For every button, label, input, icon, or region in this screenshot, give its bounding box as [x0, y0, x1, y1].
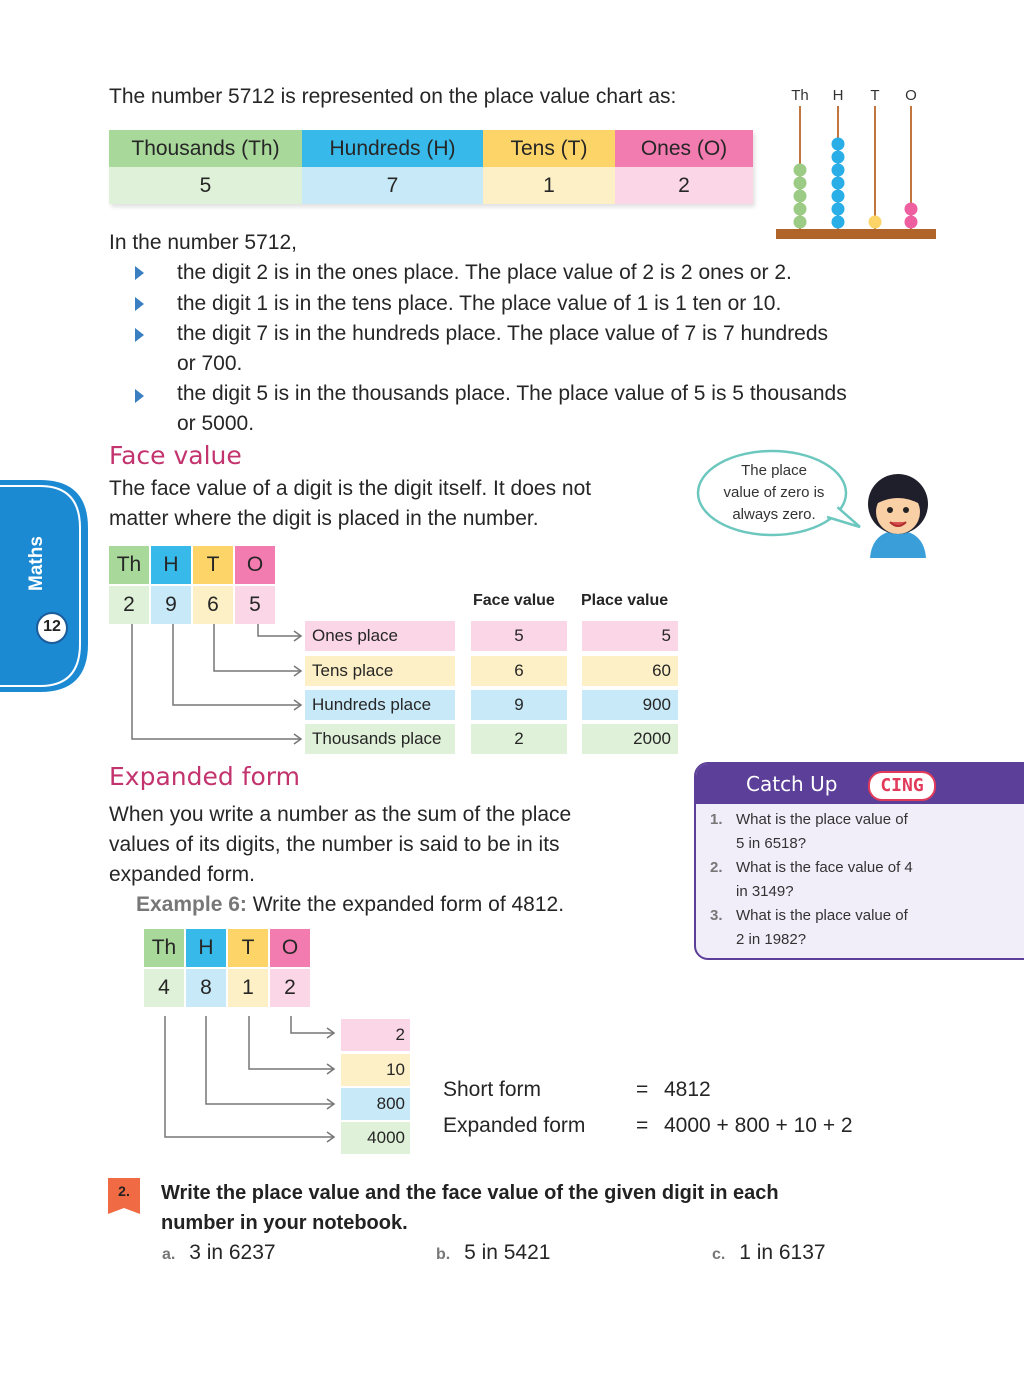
bullet-4-line1: the digit 5 is in the thousands place. The place value of 5 is 5 thousands: [177, 382, 847, 405]
exp-grid-digit-th: 4: [144, 969, 184, 1007]
face-value-line2: matter where the digit is placed in the number.: [109, 507, 539, 530]
grid-digit-h: 9: [151, 586, 191, 624]
exp-grid-header-th: Th: [144, 929, 184, 967]
face-value-digit-grid: [107, 544, 277, 626]
grid-digit-th: 2: [109, 586, 149, 624]
abacus-bead: [832, 203, 845, 216]
short-form-equals: =: [636, 1078, 649, 1101]
example-text: Write the expanded form of 4812.: [252, 893, 565, 916]
abacus-bead: [905, 216, 918, 229]
exercise-item-a: [162, 1238, 276, 1270]
catch-up-item-2: [710, 856, 996, 904]
row-face-thousands: 2: [471, 724, 567, 754]
row-place-thousands: 2000: [582, 724, 678, 754]
pv-value-tens: 1: [483, 167, 615, 204]
part-tens: 10: [341, 1054, 410, 1086]
catch-up-title: Catch Up: [746, 772, 838, 796]
row-label-thousands: Thousands place: [305, 724, 455, 754]
pv-header-tens: Tens (T): [483, 130, 615, 167]
expanded-line2: values of its digits, the number is said to be in its: [109, 833, 560, 856]
bullet-arrow-icon: [135, 266, 144, 280]
part-hundreds: 800: [341, 1088, 410, 1120]
abacus-bead: [794, 164, 807, 177]
abacus-label-h: H: [832, 87, 844, 104]
pv-value-hundreds: 7: [302, 167, 483, 204]
abacus-bead: [794, 190, 807, 203]
expanded-digit-grid: [142, 927, 312, 1009]
grid-digit-t: 6: [193, 586, 233, 624]
row-label-hundreds: Hundreds place: [305, 690, 455, 720]
pv-header-thousands: Thousands (Th): [109, 130, 302, 167]
exercise-text-a: 3 in 6237: [189, 1241, 276, 1264]
face-value-heading: Face value: [109, 441, 242, 470]
face-value-line1: The face value of a digit is the digit itself. It does not: [109, 477, 592, 500]
bullet-arrow-icon: [135, 389, 144, 403]
place-value-chart: [109, 130, 753, 204]
expanded-form-value: 4000 + 800 + 10 + 2: [664, 1114, 853, 1137]
pv-header-hundreds: Hundreds (H): [302, 130, 483, 167]
abacus-bead: [832, 151, 845, 164]
catch-up-item-1-line1: What is the place value of: [736, 811, 908, 828]
row-face-hundreds: 9: [471, 690, 567, 720]
catch-up-num-2: 2.: [710, 859, 723, 876]
row-label-tens: Tens place: [305, 656, 455, 686]
abacus-bead: [832, 164, 845, 177]
grid-header-h: H: [151, 546, 191, 584]
row-place-ones: 5: [582, 621, 678, 651]
abacus-label-t: T: [870, 87, 880, 104]
example-label: Example 6:: [136, 893, 247, 916]
exp-grid-header-o: O: [270, 929, 310, 967]
bubble-line2: value of zero is: [723, 484, 825, 501]
expanded-line3: expanded form.: [109, 863, 255, 886]
in-number-text: In the number 5712,: [109, 231, 297, 254]
catch-up-item-2-line1: What is the face value of 4: [736, 859, 913, 876]
bullet-arrow-icon: [135, 328, 144, 342]
abacus-bead: [794, 216, 807, 229]
catch-up-item-1-line2: 5 in 6518?: [736, 835, 807, 852]
row-label-ones: Ones place: [305, 621, 455, 651]
abacus-bead: [794, 203, 807, 216]
catch-up-box: [694, 762, 1024, 960]
exercise-number: 2.: [118, 1183, 130, 1199]
catch-up-item-2-line2: in 3149?: [736, 883, 794, 900]
girl-character-illustration: [858, 470, 938, 562]
bubble-text: [705, 460, 843, 526]
catch-up-item-1: [710, 808, 996, 856]
pv-value-ones: 2: [615, 167, 753, 204]
bubble-line3: always zero.: [732, 506, 816, 523]
exercise-letter-b: b.: [436, 1246, 451, 1263]
exercise-letter-a: a.: [162, 1246, 176, 1263]
part-ones: 2: [341, 1019, 410, 1051]
row-place-tens: 60: [582, 656, 678, 686]
abacus-bead: [905, 203, 918, 216]
catch-up-num-3: 3.: [710, 907, 723, 924]
exp-grid-header-h: H: [186, 929, 226, 967]
grid-header-o: O: [235, 546, 275, 584]
abacus-base: [776, 229, 936, 239]
exp-grid-header-t: T: [228, 929, 268, 967]
exp-grid-digit-h: 8: [186, 969, 226, 1007]
abacus-bead: [832, 177, 845, 190]
abacus-illustration: [770, 82, 940, 244]
col-face-value-header: Face value: [473, 592, 555, 609]
exercise-line1: Write the place value and the face value of the given digit in each: [161, 1182, 779, 1204]
exp-grid-digit-o: 2: [270, 969, 310, 1007]
exercise-line2: number in your notebook.: [161, 1212, 408, 1234]
face-value-connectors: [120, 620, 310, 750]
pv-header-ones: Ones (O): [615, 130, 753, 167]
abacus-bead: [832, 138, 845, 151]
expanded-connectors: [155, 1010, 345, 1150]
exercise-text-b: 5 in 5421: [464, 1241, 551, 1264]
catch-up-item-3-line2: 2 in 1982?: [736, 931, 807, 948]
catch-up-item-3-line1: What is the place value of: [736, 907, 908, 924]
row-place-hundreds: 900: [582, 690, 678, 720]
bullet-arrow-icon: [135, 297, 144, 311]
expanded-line1: When you write a number as the sum of the place: [109, 803, 572, 826]
page-number: 12: [43, 618, 61, 635]
pv-value-thousands: 5: [109, 167, 302, 204]
abacus-bead: [869, 216, 882, 229]
part-thousands: 4000: [341, 1122, 410, 1154]
row-face-tens: 6: [471, 656, 567, 686]
intro-text: The number 5712 is represented on the place value chart as:: [109, 85, 677, 108]
bullet-3-line1: the digit 7 is in the hundreds place. The place value of 7 is 7 hundreds: [177, 322, 829, 345]
exercise-letter-c: c.: [712, 1246, 726, 1263]
bullet-4-line2: or 5000.: [177, 412, 255, 435]
catch-up-num-1: 1.: [710, 811, 723, 828]
exercise-item-c: [712, 1238, 826, 1270]
short-form-value: 4812: [664, 1078, 711, 1101]
catch-up-item-3: [710, 904, 996, 952]
expanded-form-equals: =: [636, 1114, 649, 1137]
abacus-bead: [794, 177, 807, 190]
grid-digit-o: 5: [235, 586, 275, 624]
col-place-value-header: Place value: [581, 592, 669, 609]
exp-grid-digit-t: 1: [228, 969, 268, 1007]
abacus-bead: [832, 190, 845, 203]
expanded-form-heading: Expanded form: [109, 762, 300, 791]
catch-up-badge: CING: [868, 771, 936, 801]
side-tab-subject: Maths: [26, 536, 47, 591]
abacus-bead: [832, 216, 845, 229]
row-face-ones: 5: [471, 621, 567, 651]
exercise-item-b: [436, 1238, 550, 1270]
abacus-label-th: Th: [791, 87, 809, 104]
abacus-label-o: O: [905, 87, 917, 104]
bullet-2: the digit 1 is in the tens place. The place value of 1 is 1 ten or 10.: [177, 292, 782, 315]
grid-header-t: T: [193, 546, 233, 584]
bubble-line1: The place: [741, 462, 807, 479]
short-form-label: Short form: [443, 1078, 542, 1101]
bullet-3-line2: or 700.: [177, 352, 243, 375]
exercise-text-c: 1 in 6137: [739, 1241, 826, 1264]
bullet-1: the digit 2 is in the ones place. The place value of 2 is 2 ones or 2.: [177, 261, 792, 284]
expanded-form-label: Expanded form: [443, 1114, 586, 1137]
catch-up-header: [696, 764, 1024, 804]
grid-header-th: Th: [109, 546, 149, 584]
